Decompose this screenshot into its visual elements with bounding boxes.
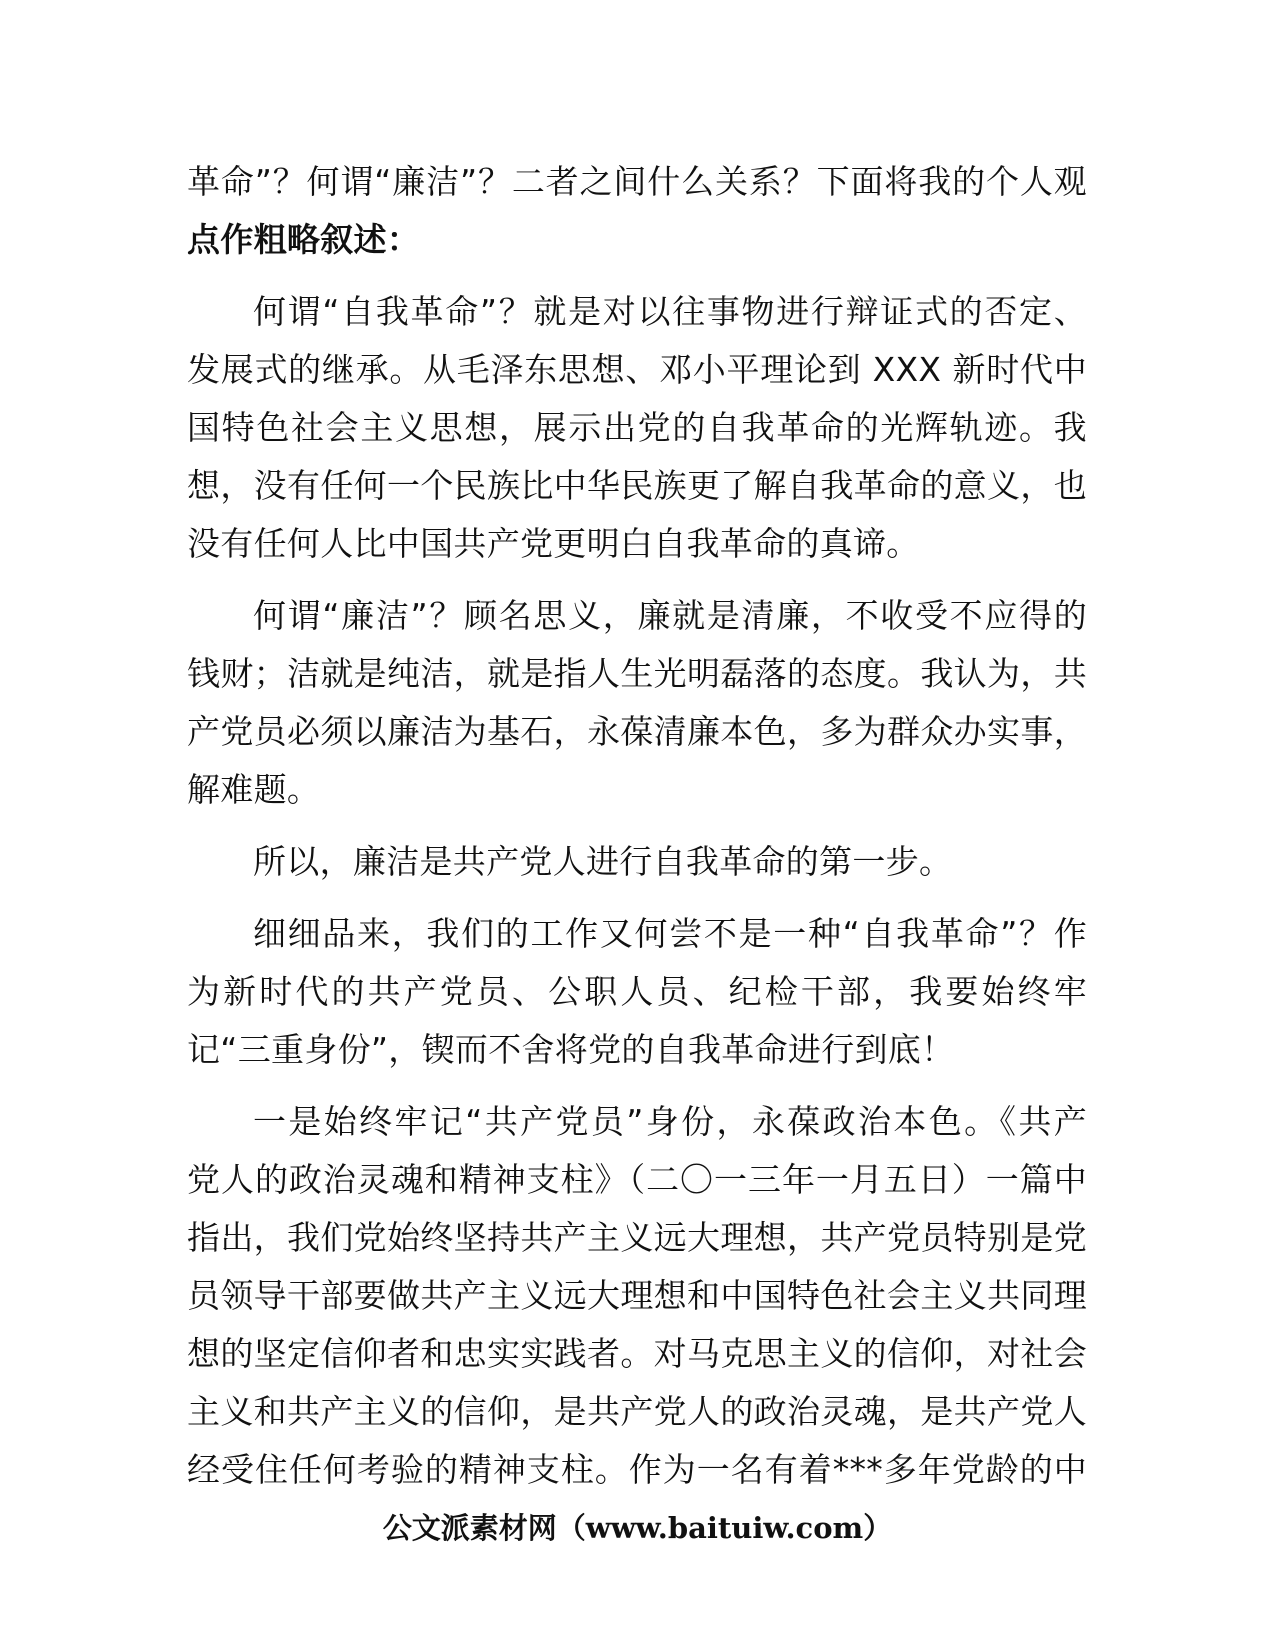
text-line: 为新时代的共产党员、公职人员、纪检干部，我要始终牢: [187, 972, 1087, 1011]
text-line: 记“三重身份”，锲而不舍将党的自我革命进行到底！: [187, 1030, 955, 1069]
text-line: 钱财；洁就是纯洁，就是指人生光明磊落的态度。我认为，共: [187, 654, 1087, 693]
text-line: 产党员必须以廉洁为基石，永葆清廉本色，多为群众办实事，: [187, 712, 1087, 751]
text-line: 经受住任何考验的精神支柱。作为一名有着***多年党龄的中: [187, 1450, 1087, 1489]
text-line: 党人的政治灵魂和精神支柱》（二〇一三年一月五日）一篇中: [187, 1160, 1087, 1199]
paragraph: [187, 587, 1087, 819]
paragraph: [187, 153, 1087, 269]
text-line: 指出，我们党始终坚持共产主义远大理想，共产党员特别是党: [187, 1218, 1087, 1257]
text-line: 员领导干部要做共产主义远大理想和中国特色社会主义共同理: [187, 1276, 1087, 1315]
document-body: [187, 153, 1087, 1499]
text-line: 细细品来，我们的工作又何尝不是一种“自我革命”？作: [253, 914, 1087, 953]
text-line: 主义和共产主义的信仰，是共产党人的政治灵魂，是共产党人: [187, 1392, 1087, 1431]
text-line: 一是始终牢记“共产党员”身份，永葆政治本色。《共产: [253, 1102, 1087, 1141]
text-line: 何谓“廉洁”？顾名思义，廉就是清廉，不收受不应得的: [253, 596, 1087, 635]
paragraph: [187, 833, 1087, 891]
text-line: 革命”？何谓“廉洁”？二者之间什么关系？下面将我的个人观: [187, 162, 1087, 201]
text-line: 点作粗略叙述：: [187, 220, 421, 259]
page-footer-watermark: 公文派素材网（www.baituiw.com）: [382, 1511, 893, 1545]
text-line: 想的坚定信仰者和忠实实践者。对马克思主义的信仰，对社会: [187, 1334, 1087, 1373]
text-line: 想，没有任何一个民族比中华民族更了解自我革命的意义，也: [187, 466, 1087, 505]
paragraph: [187, 905, 1087, 1079]
text-line: 国特色社会主义思想，展示出党的自我革命的光辉轨迹。我: [187, 408, 1087, 447]
text-line: 解难题。: [187, 770, 321, 809]
text-line: 所以，廉洁是共产党人进行自我革命的第一步。: [253, 842, 953, 881]
text-line: 何谓“自我革命”？就是对以往事物进行辩证式的否定、: [253, 292, 1087, 331]
paragraph: [187, 283, 1087, 573]
text-line: 没有任何人比中国共产党更明白自我革命的真谛。: [187, 524, 920, 563]
text-line: 发展式的继承。从毛泽东思想、邓小平理论到 XXX 新时代中: [187, 350, 1087, 389]
paragraph: [187, 1093, 1087, 1499]
